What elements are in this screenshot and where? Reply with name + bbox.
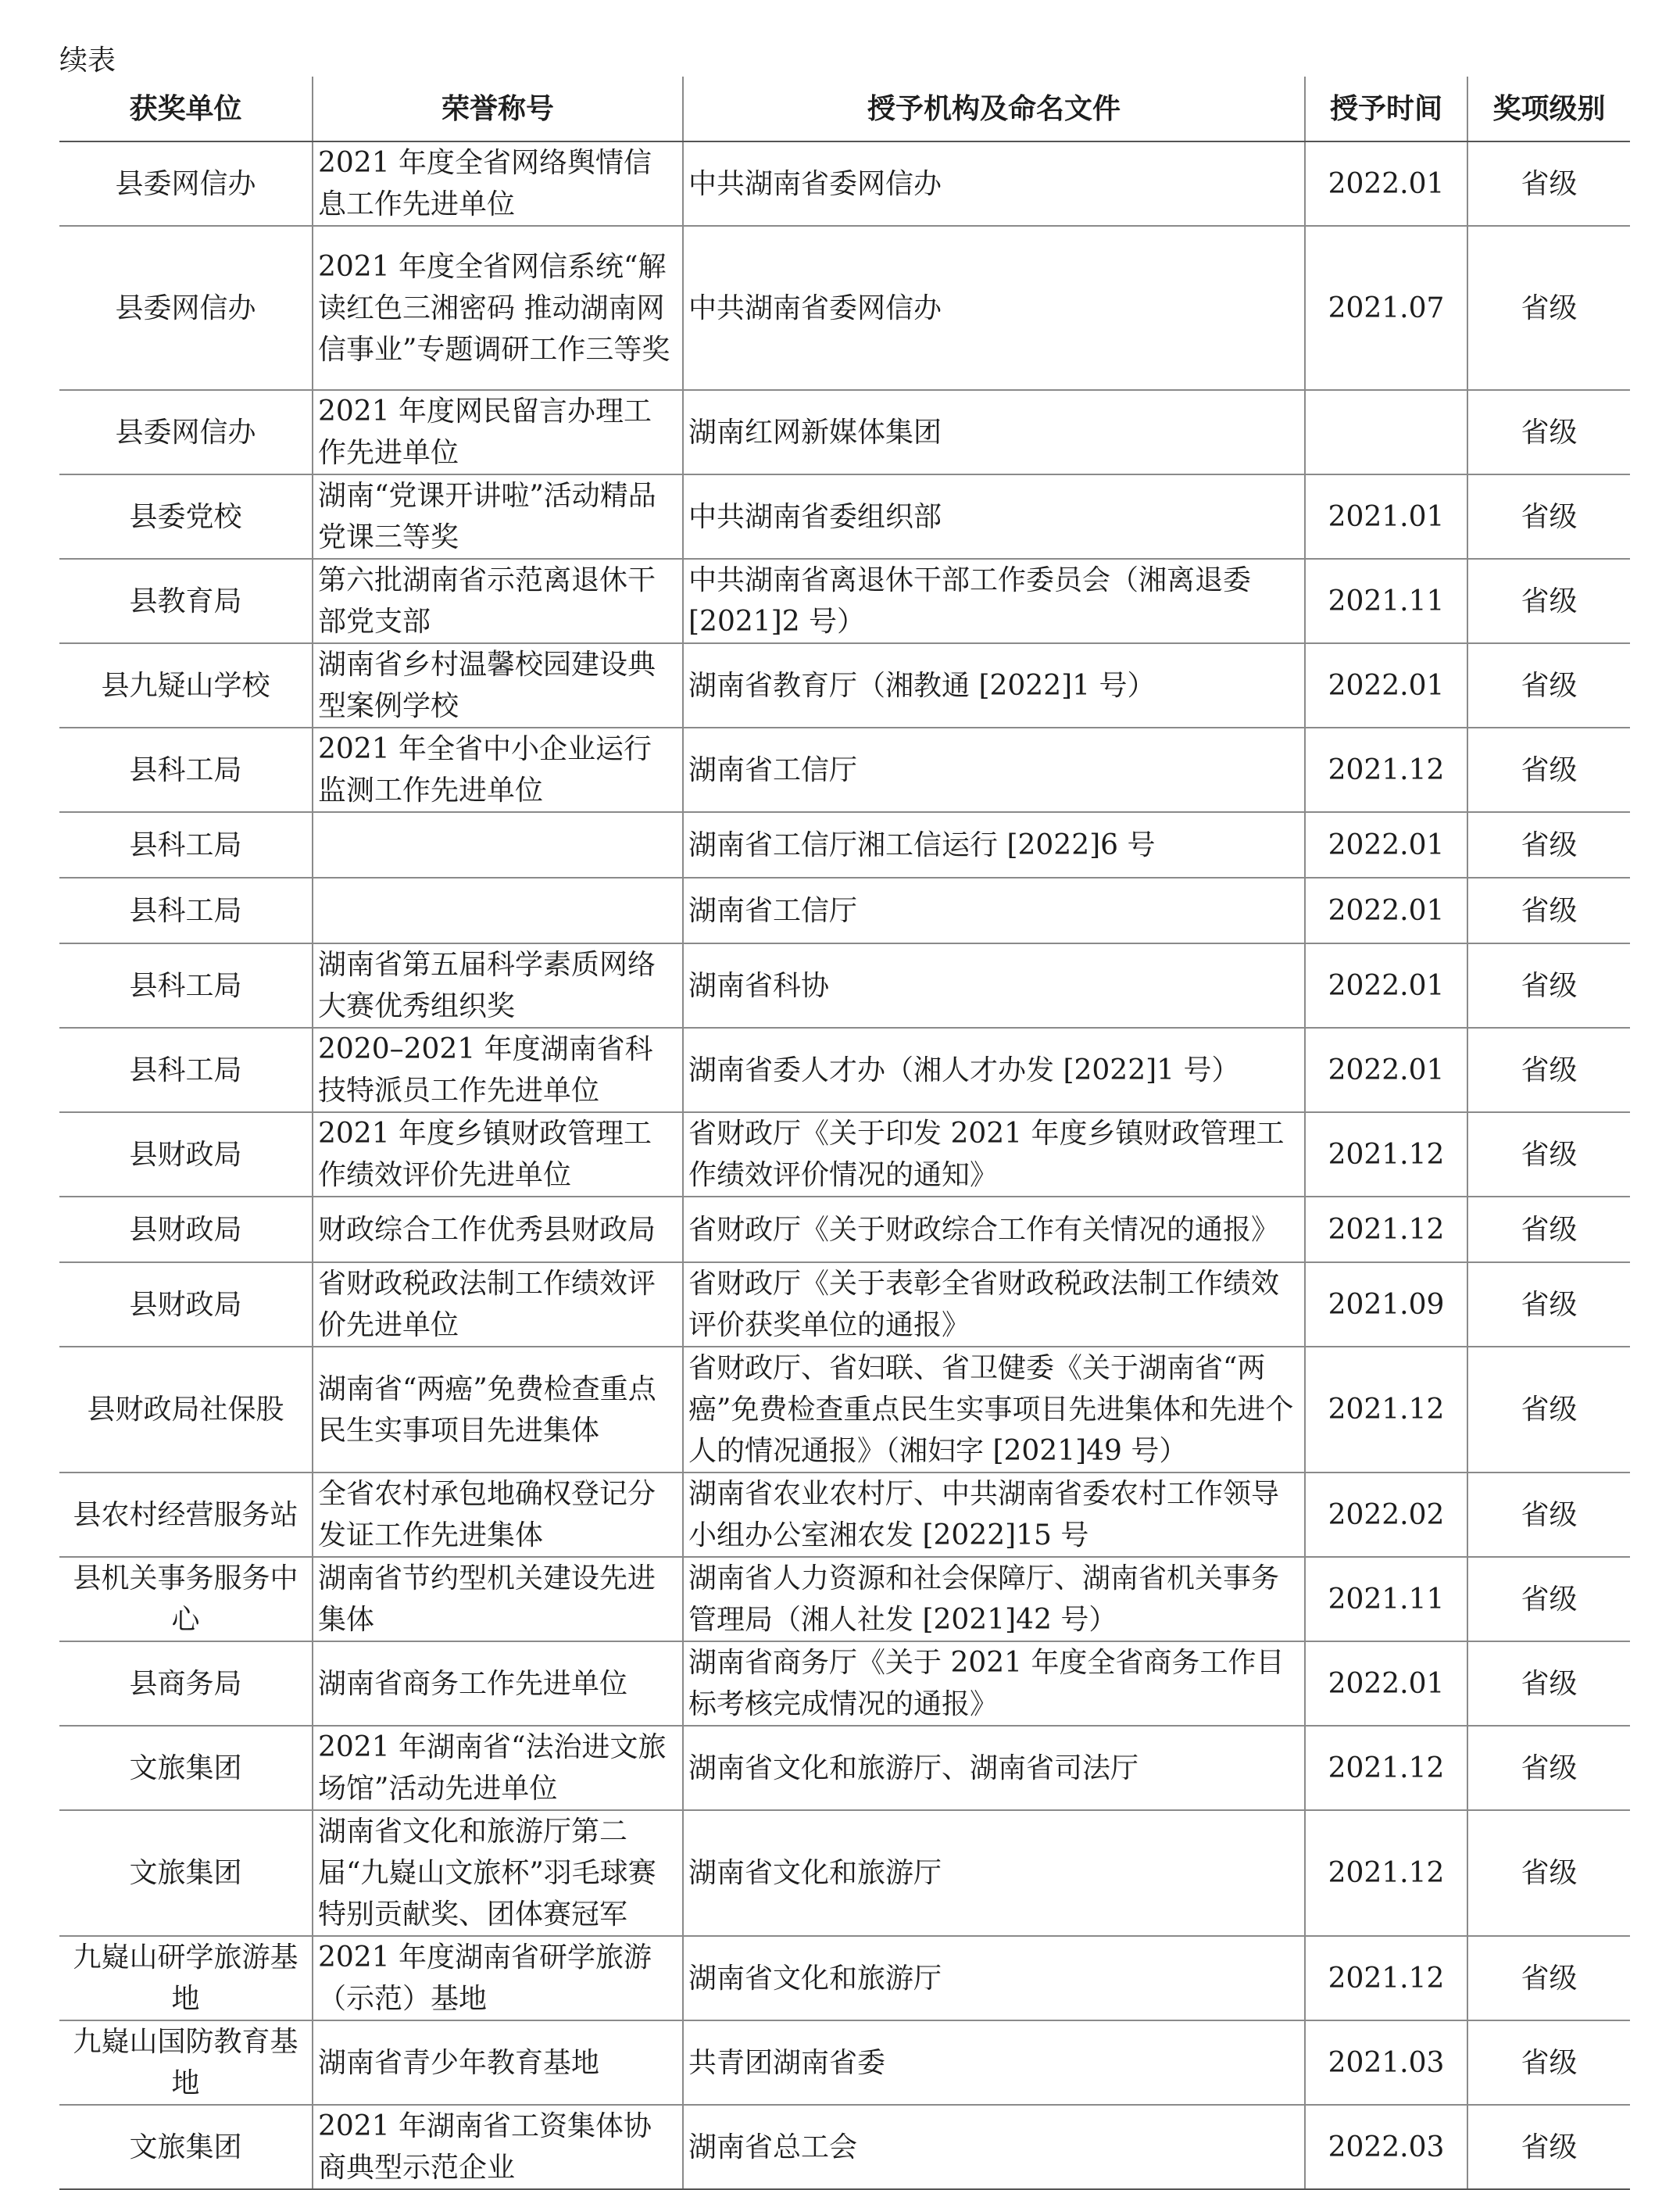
cell-title [313, 812, 683, 878]
cell-title: 2021 年湖南省“法治进文旅场馆”活动先进单位 [313, 1726, 683, 1810]
cell-unit: 文旅集团 [59, 1726, 313, 1810]
cell-title: 2021 年全省中小企业运行监测工作先进单位 [313, 728, 683, 812]
table-row [59, 1726, 1630, 1810]
cell-level: 省级 [1467, 1557, 1630, 1641]
cell-unit: 县科工局 [59, 943, 313, 1028]
cell-title: 湖南省商务工作先进单位 [313, 1641, 683, 1726]
cell-date: 2022.03 [1305, 2105, 1467, 2189]
cell-org: 中共湖南省委网信办 [683, 226, 1305, 390]
cell-level: 省级 [1467, 1347, 1630, 1473]
cell-date: 2022.01 [1305, 1641, 1467, 1726]
cell-org: 中共湖南省委网信办 [683, 141, 1305, 226]
cell-unit: 县委网信办 [59, 226, 313, 390]
cell-unit: 文旅集团 [59, 1810, 313, 1936]
cell-unit: 九嶷山国防教育基地 [59, 2020, 313, 2105]
cell-level: 省级 [1467, 1473, 1630, 1557]
cell-date: 2021.01 [1305, 474, 1467, 559]
cell-title [313, 878, 683, 943]
cell-org: 湖南省文化和旅游厅、湖南省司法厅 [683, 1726, 1305, 1810]
cell-level: 省级 [1467, 474, 1630, 559]
cell-date: 2021.12 [1305, 1810, 1467, 1936]
cell-level: 省级 [1467, 1726, 1630, 1810]
cell-title: 省财政税政法制工作绩效评价先进单位 [313, 1262, 683, 1347]
cell-date: 2022.02 [1305, 1473, 1467, 1557]
cell-date: 2021.09 [1305, 1262, 1467, 1347]
cell-org: 湖南省总工会 [683, 2105, 1305, 2189]
cell-unit: 九嶷山研学旅游基地 [59, 1936, 313, 2020]
cell-title: 湖南省文化和旅游厅第二届“九嶷山文旅杯”羽毛球赛特别贡献奖、团体赛冠军 [313, 1810, 683, 1936]
cell-level: 省级 [1467, 1262, 1630, 1347]
table-header-row [59, 77, 1630, 141]
cell-date: 2021.12 [1305, 1936, 1467, 2020]
cell-org: 湖南省教育厅（湘教通 [2022]1 号） [683, 643, 1305, 728]
cell-title: 湖南“党课开讲啦”活动精品党课三等奖 [313, 474, 683, 559]
cell-date: 2021.12 [1305, 1726, 1467, 1810]
cell-date [1305, 390, 1467, 474]
cell-level: 省级 [1467, 2020, 1630, 2105]
cell-level: 省级 [1467, 812, 1630, 878]
header-org: 授予机构及命名文件 [683, 77, 1305, 141]
table-row [59, 878, 1630, 943]
cell-org: 湖南省工信厅 [683, 878, 1305, 943]
cell-title: 湖南省第五届科学素质网络大赛优秀组织奖 [313, 943, 683, 1028]
table-row [59, 1557, 1630, 1641]
cell-level: 省级 [1467, 1197, 1630, 1262]
cell-org: 省财政厅、省妇联、省卫健委《关于湖南省“两癌”免费检查重点民生实事项目先进集体和先进个人的情况通报》（湘妇字 [2021]49 号） [683, 1347, 1305, 1473]
table-row [59, 812, 1630, 878]
header-unit: 获奖单位 [59, 77, 313, 141]
awards-table [59, 77, 1630, 2190]
header-level: 奖项级别 [1467, 77, 1630, 141]
cell-level: 省级 [1467, 1112, 1630, 1197]
cell-unit: 县财政局 [59, 1197, 313, 1262]
cell-date: 2022.01 [1305, 1028, 1467, 1112]
cell-title: 2021 年度湖南省研学旅游（示范）基地 [313, 1936, 683, 2020]
cell-date: 2022.01 [1305, 643, 1467, 728]
cell-level: 省级 [1467, 390, 1630, 474]
cell-level: 省级 [1467, 643, 1630, 728]
cell-org: 中共湖南省离退休干部工作委员会（湘离退委[2021]2 号） [683, 559, 1305, 643]
table-row [59, 1347, 1630, 1473]
cell-org: 湖南省人力资源和社会保障厅、湖南省机关事务管理局（湘人社发 [2021]42 号） [683, 1557, 1305, 1641]
table-row [59, 559, 1630, 643]
cell-level: 省级 [1467, 141, 1630, 226]
cell-unit: 县机关事务服务中心 [59, 1557, 313, 1641]
cell-date: 2021.12 [1305, 1197, 1467, 1262]
cell-org: 湖南省科协 [683, 943, 1305, 1028]
cell-org: 湖南省工信厅 [683, 728, 1305, 812]
cell-title: 2021 年度网民留言办理工作先进单位 [313, 390, 683, 474]
cell-org: 湖南省文化和旅游厅 [683, 1936, 1305, 2020]
cell-date: 2021.12 [1305, 728, 1467, 812]
table-row [59, 1936, 1630, 2020]
cell-unit: 县财政局 [59, 1112, 313, 1197]
cell-org: 省财政厅《关于财政综合工作有关情况的通报》 [683, 1197, 1305, 1262]
cell-title: 2021 年度全省网络舆情信息工作先进单位 [313, 141, 683, 226]
cell-title: 2021 年度乡镇财政管理工作绩效评价先进单位 [313, 1112, 683, 1197]
cell-title: 湖南省乡村温馨校园建设典型案例学校 [313, 643, 683, 728]
cell-level: 省级 [1467, 1641, 1630, 1726]
table-row [59, 1262, 1630, 1347]
header-title: 荣誉称号 [313, 77, 683, 141]
cell-date: 2021.07 [1305, 226, 1467, 390]
table-row [59, 474, 1630, 559]
cell-title: 2021 年度全省网信系统“解读红色三湘密码 推动湖南网信事业”专题调研工作三等奖 [313, 226, 683, 390]
cell-date: 2021.11 [1305, 559, 1467, 643]
cell-title: 湖南省“两癌”免费检查重点民生实事项目先进集体 [313, 1347, 683, 1473]
cell-unit: 县农村经营服务站 [59, 1473, 313, 1557]
cell-date: 2021.03 [1305, 2020, 1467, 2105]
cell-level: 省级 [1467, 1810, 1630, 1936]
cell-unit: 县委党校 [59, 474, 313, 559]
cell-date: 2022.01 [1305, 141, 1467, 226]
table-row [59, 141, 1630, 226]
table-row [59, 943, 1630, 1028]
cell-date: 2022.01 [1305, 812, 1467, 878]
table-row [59, 1197, 1630, 1262]
cell-org: 湖南红网新媒体集团 [683, 390, 1305, 474]
cell-org: 湖南省文化和旅游厅 [683, 1810, 1305, 1936]
cell-title: 全省农村承包地确权登记分发证工作先进集体 [313, 1473, 683, 1557]
cell-unit: 县委网信办 [59, 390, 313, 474]
cell-level: 省级 [1467, 559, 1630, 643]
cell-title: 第六批湖南省示范离退休干部党支部 [313, 559, 683, 643]
cell-date: 2021.12 [1305, 1112, 1467, 1197]
cell-level: 省级 [1467, 2105, 1630, 2189]
cell-org: 共青团湖南省委 [683, 2020, 1305, 2105]
cell-date: 2021.11 [1305, 1557, 1467, 1641]
cell-title: 财政综合工作优秀县财政局 [313, 1197, 683, 1262]
table-continued-caption: 续表 [59, 45, 116, 77]
cell-unit: 县科工局 [59, 1028, 313, 1112]
cell-org: 中共湖南省委组织部 [683, 474, 1305, 559]
cell-date: 2022.01 [1305, 943, 1467, 1028]
cell-unit: 县科工局 [59, 812, 313, 878]
table-row [59, 643, 1630, 728]
cell-org: 省财政厅《关于印发 2021 年度乡镇财政管理工作绩效评价情况的通知》 [683, 1112, 1305, 1197]
cell-level: 省级 [1467, 943, 1630, 1028]
cell-unit: 县财政局社保股 [59, 1347, 313, 1473]
cell-level: 省级 [1467, 728, 1630, 812]
cell-unit: 县科工局 [59, 878, 313, 943]
cell-unit: 县财政局 [59, 1262, 313, 1347]
cell-org: 湖南省农业农村厅、中共湖南省委农村工作领导小组办公室湘农发 [2022]15 号 [683, 1473, 1305, 1557]
cell-title: 湖南省青少年教育基地 [313, 2020, 683, 2105]
cell-unit: 县委网信办 [59, 141, 313, 226]
table-row [59, 1810, 1630, 1936]
cell-org: 省财政厅《关于表彰全省财政税政法制工作绩效评价获奖单位的通报》 [683, 1262, 1305, 1347]
cell-unit: 县九疑山学校 [59, 643, 313, 728]
cell-title: 湖南省节约型机关建设先进集体 [313, 1557, 683, 1641]
cell-date: 2022.01 [1305, 878, 1467, 943]
cell-org: 湖南省委人才办（湘人才办发 [2022]1 号） [683, 1028, 1305, 1112]
cell-org: 湖南省商务厅《关于 2021 年度全省商务工作目标考核完成情况的通报》 [683, 1641, 1305, 1726]
cell-unit: 文旅集团 [59, 2105, 313, 2189]
table-row [59, 1473, 1630, 1557]
table-row [59, 2020, 1630, 2105]
header-date: 授予时间 [1305, 77, 1467, 141]
cell-org: 湖南省工信厅湘工信运行 [2022]6 号 [683, 812, 1305, 878]
cell-title: 2021 年湖南省工资集体协商典型示范企业 [313, 2105, 683, 2189]
table-row [59, 390, 1630, 474]
cell-unit: 县教育局 [59, 559, 313, 643]
cell-date: 2021.12 [1305, 1347, 1467, 1473]
cell-level: 省级 [1467, 1936, 1630, 2020]
cell-level: 省级 [1467, 878, 1630, 943]
cell-level: 省级 [1467, 226, 1630, 390]
cell-title: 2020–2021 年度湖南省科技特派员工作先进单位 [313, 1028, 683, 1112]
table-row [59, 1641, 1630, 1726]
cell-unit: 县商务局 [59, 1641, 313, 1726]
table-row [59, 2105, 1630, 2189]
table-row [59, 1112, 1630, 1197]
cell-level: 省级 [1467, 1028, 1630, 1112]
table-row [59, 1028, 1630, 1112]
table-row [59, 226, 1630, 390]
table-row [59, 728, 1630, 812]
cell-unit: 县科工局 [59, 728, 313, 812]
